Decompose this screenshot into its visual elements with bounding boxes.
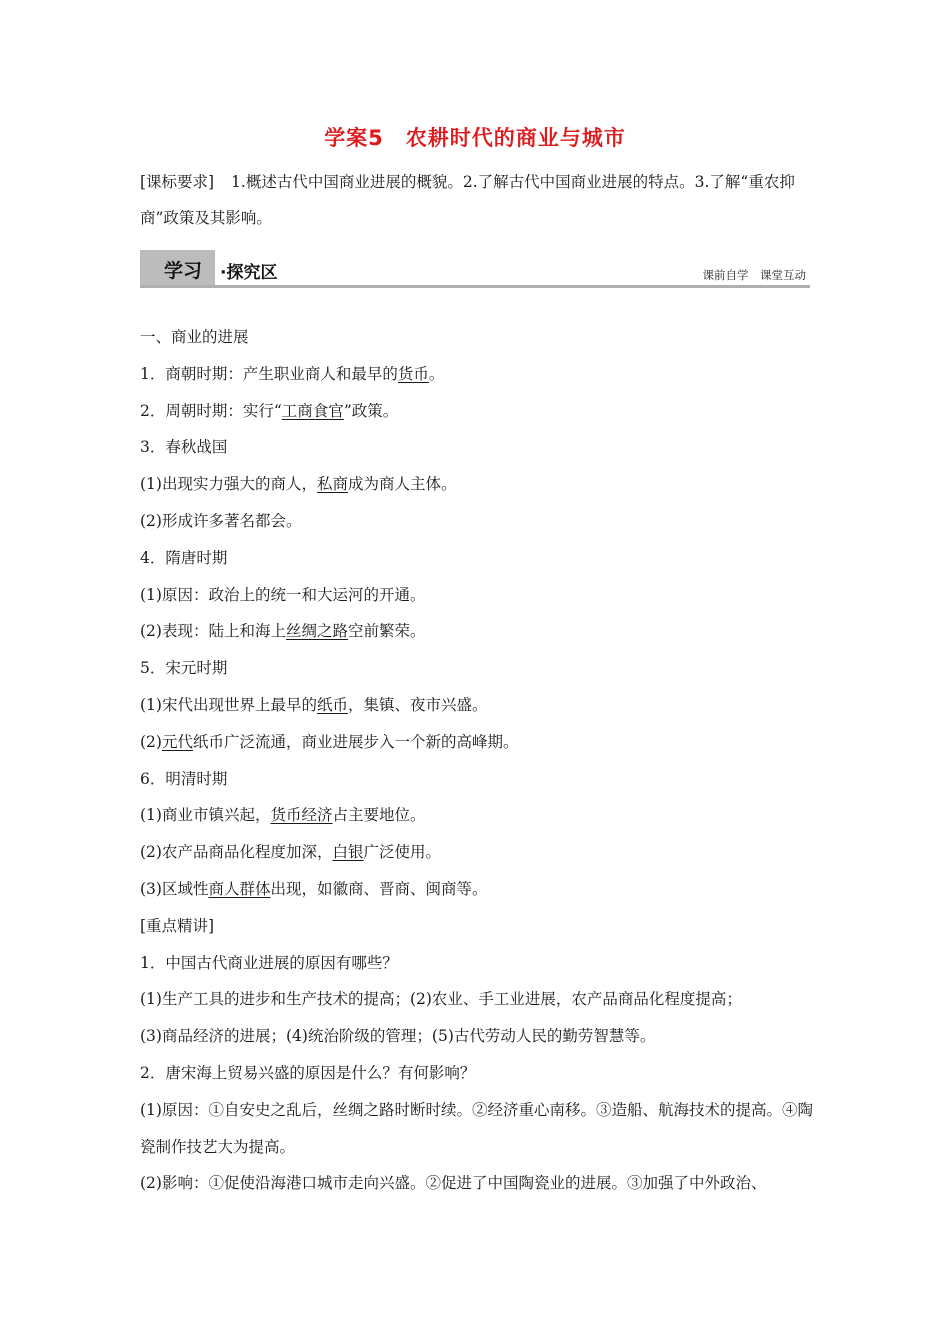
content-line <box>140 613 814 650</box>
content-line <box>140 356 814 393</box>
line-text: (1)出现实力强大的商人， <box>140 475 317 494</box>
line-text: 占主要地位。 <box>332 806 426 825</box>
banner-rule <box>140 285 810 288</box>
banner-title: 学习 <box>164 260 203 282</box>
line-text: ”政策。 <box>343 401 399 420</box>
content-line <box>140 650 814 687</box>
line-text: (3)商品经济的进展；(4)统治阶级的管理；(5)古代劳动人民的勤劳智慧等。 <box>140 1027 656 1046</box>
content-line <box>140 1165 814 1202</box>
content-line <box>140 908 814 945</box>
content-line <box>140 1092 814 1166</box>
underlined-answer: 纸币 <box>316 695 348 714</box>
content-line <box>140 945 814 982</box>
line-text: (2)形成许多著名都会。 <box>140 511 302 530</box>
line-text: (2)农产品商品化程度加深， <box>140 843 333 862</box>
content-line <box>140 724 814 761</box>
content-line <box>140 466 814 503</box>
line-text: (2) <box>140 732 162 751</box>
content-line <box>140 1055 814 1092</box>
line-text: (1)生产工具的进步和生产技术的提高；(2)农业、手工业进展，农产品商品化程度提高； <box>140 990 742 1009</box>
content-line <box>140 687 814 724</box>
content-line <box>140 761 814 798</box>
line-text: 1．商朝时期：产生职业商人和最早的 <box>140 364 398 383</box>
content-body <box>140 319 814 1202</box>
line-text: 广泛使用。 <box>363 843 441 862</box>
line-text: 一、商业的进展 <box>140 328 249 346</box>
content-line <box>140 393 814 430</box>
line-text: 纸币广泛流通，商业进展步入一个新的高峰期。 <box>192 732 519 751</box>
line-text: [重点精讲] <box>140 916 215 935</box>
line-text: 4．隋唐时期 <box>140 548 228 567</box>
content-line <box>140 1018 814 1055</box>
content-line <box>140 503 814 540</box>
content-line <box>140 540 814 577</box>
curriculum-requirements <box>140 164 812 236</box>
line-text: (1)商业市镇兴起， <box>140 806 271 825</box>
line-text: (1)原因：政治上的统一和大运河的开通。 <box>140 585 426 604</box>
banner-right-label: 课前自学 课堂互动 <box>702 268 806 282</box>
line-text: ，集镇、夜市兴盛。 <box>347 695 488 714</box>
content-line <box>140 871 814 908</box>
underlined-answer: 货币经济 <box>270 806 333 825</box>
page-title: 学案5 农耕时代的商业与城市 <box>324 126 626 150</box>
underlined-answer: 元代 <box>161 732 193 751</box>
section-banner <box>140 250 810 288</box>
content-line <box>140 319 814 356</box>
content-line <box>140 577 814 614</box>
content-line <box>140 797 814 834</box>
underlined-answer: 工商食官 <box>281 401 344 420</box>
line-text: 。 <box>428 364 445 383</box>
line-text: (3)区域性 <box>140 879 209 898</box>
line-text: (2)表现：陆上和海上 <box>140 622 286 641</box>
line-text: 2．周朝时期：实行“ <box>140 401 282 420</box>
underlined-answer: 商人群体 <box>208 879 271 898</box>
line-text: 2．唐宋海上贸易兴盛的原因是什么？有何影响？ <box>140 1063 476 1082</box>
underlined-answer: 私商 <box>316 475 348 494</box>
line-text: 出现，如徽商、晋商、闽商等。 <box>270 879 488 898</box>
content-line <box>140 429 814 466</box>
content-line <box>140 834 814 871</box>
line-text: (1)宋代出现世界上最早的 <box>140 695 317 714</box>
line-text: (1)原因：①自安史之乱后，丝绸之路时断时续。②经济重心南移。③造船、航海技术的提高。④陶瓷制作技艺大为提高。 <box>140 1100 813 1156</box>
content-line <box>140 981 814 1018</box>
line-text: (2)影响：①促使沿海港口城市走向兴盛。②促进了中国陶瓷业的进展。③加强了中外政治、 <box>140 1174 767 1193</box>
requirements-text: 1.概述古代中国商业进展的概貌。2.了解古代中国商业进展的特点。3.了解“重农抑商”政策及其影响。 <box>140 173 795 227</box>
line-text: 3．春秋战国 <box>140 438 228 457</box>
underlined-answer: 货币 <box>397 364 429 383</box>
line-text: 6．明清时期 <box>140 769 228 788</box>
line-text: 成为商人主体。 <box>347 475 457 494</box>
underlined-answer: 白银 <box>332 843 364 862</box>
line-text: 空前繁荣。 <box>347 622 426 641</box>
banner-subtitle: ·探究区 <box>220 263 278 283</box>
line-text: 5．宋元时期 <box>140 659 228 678</box>
requirements-label: [课标要求] <box>140 173 215 191</box>
underlined-answer: 丝绸之路 <box>285 622 348 641</box>
line-text: 1．中国古代商业进展的原因有哪些？ <box>140 953 398 972</box>
